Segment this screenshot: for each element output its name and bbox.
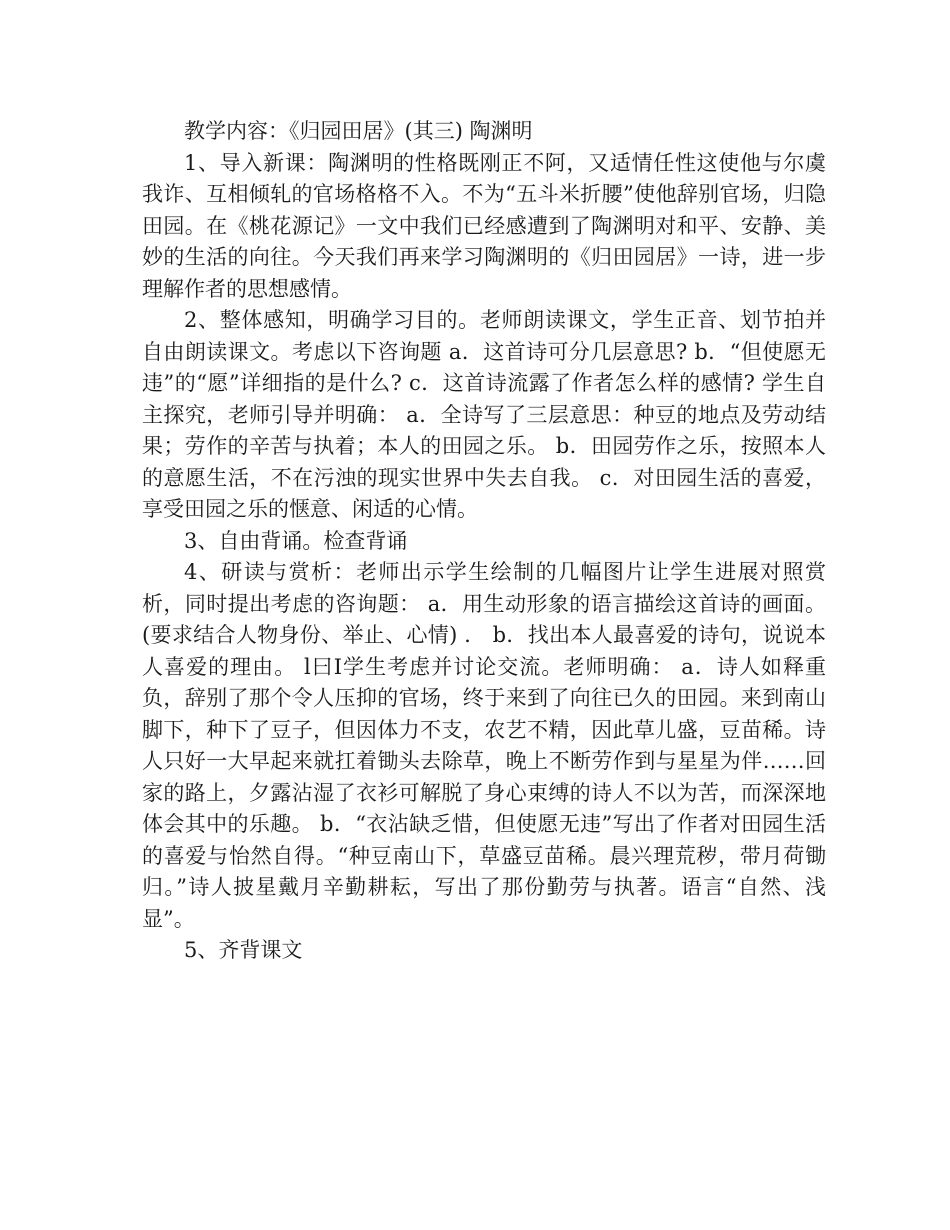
section-2-overall-perception: 2、整体感知，明确学习目的。老师朗读课文，学生正音、划节拍并自由朗读课文。考虑以下咨询题 a．这首诗可分几层意思? b．“但使愿无违”的“愿”详细指的是什么? c．这首诗流露了作者怎么样的感情? 学生自主探究，老师引导并明确： a．全诗写了三层意思：种豆的地点及劳动结果；劳作的辛苦与执着；本人的田园之乐。 b．田园劳作之乐，按照本人的意愿生活，不在污浊的现实世界中失去自我。 c．对田园生活的喜爱，享受田园之乐的惬意、闲适的心情。 [142,308,826,521]
teaching-content-heading: 教学内容：《归园田居》(其三) 陶渊明 [184,119,533,143]
section-5-recite-together: 5、齐背课文 [184,938,303,962]
section-3-free-recitation: 3、自由背诵。检查背诵 [184,528,408,553]
section-4-study-and-appreciation: 4、研读与赏析：老师出示学生绘制的几幅图片让学生进展对照赏析，同时提出考虑的咨询题： a．用生动形象的语言描绘这首诗的画面。(要求结合人物身份、举止、心情) ． b．找出本人最喜爱的诗句，说说本人喜爱的理由。 l曰I学生考虑并讨论交流。老师明确： a．诗人如释重负，辞别了那个令人压抑的官场，终于来到了向往已久的田园。来到南山脚下，种下了豆子，但因体力不支，农艺不精，因此草儿盛，豆苗稀。诗人只好一大早起来就扛着锄头去除草，晚上不断劳作到与星星为伴……回家的路上，夕露沾湿了衣衫可解脱了身心束缚的诗人不以为苦，而深深地体会其中的乐趣。 b．“衣沾缺乏惜，但使愿无违”写出了作者对田园生活的喜爱与怡然自得。“种豆南山下，草盛豆苗稀。晨兴理荒秽，带月荷锄归。”诗人披星戴月辛勤耕耘，写出了那份勤劳与执著。语言“自然、浅显”。 [142,560,826,931]
document-page [142,116,826,967]
section-1-introduction: 1、导入新课：陶渊明的性格既刚正不阿，又适情任性这使他与尔虞我诈、互相倾轧的官场格格不入。不为“五斗米折腰”使他辞别官场，归隐田园。在《桃花源记》一文中我们已经感遭到了陶渊明对和平、安静、美妙的生活的向往。今天我们再来学习陶渊明的《归田园居》一诗，进一步理解作者的思想感情。 [142,150,826,301]
